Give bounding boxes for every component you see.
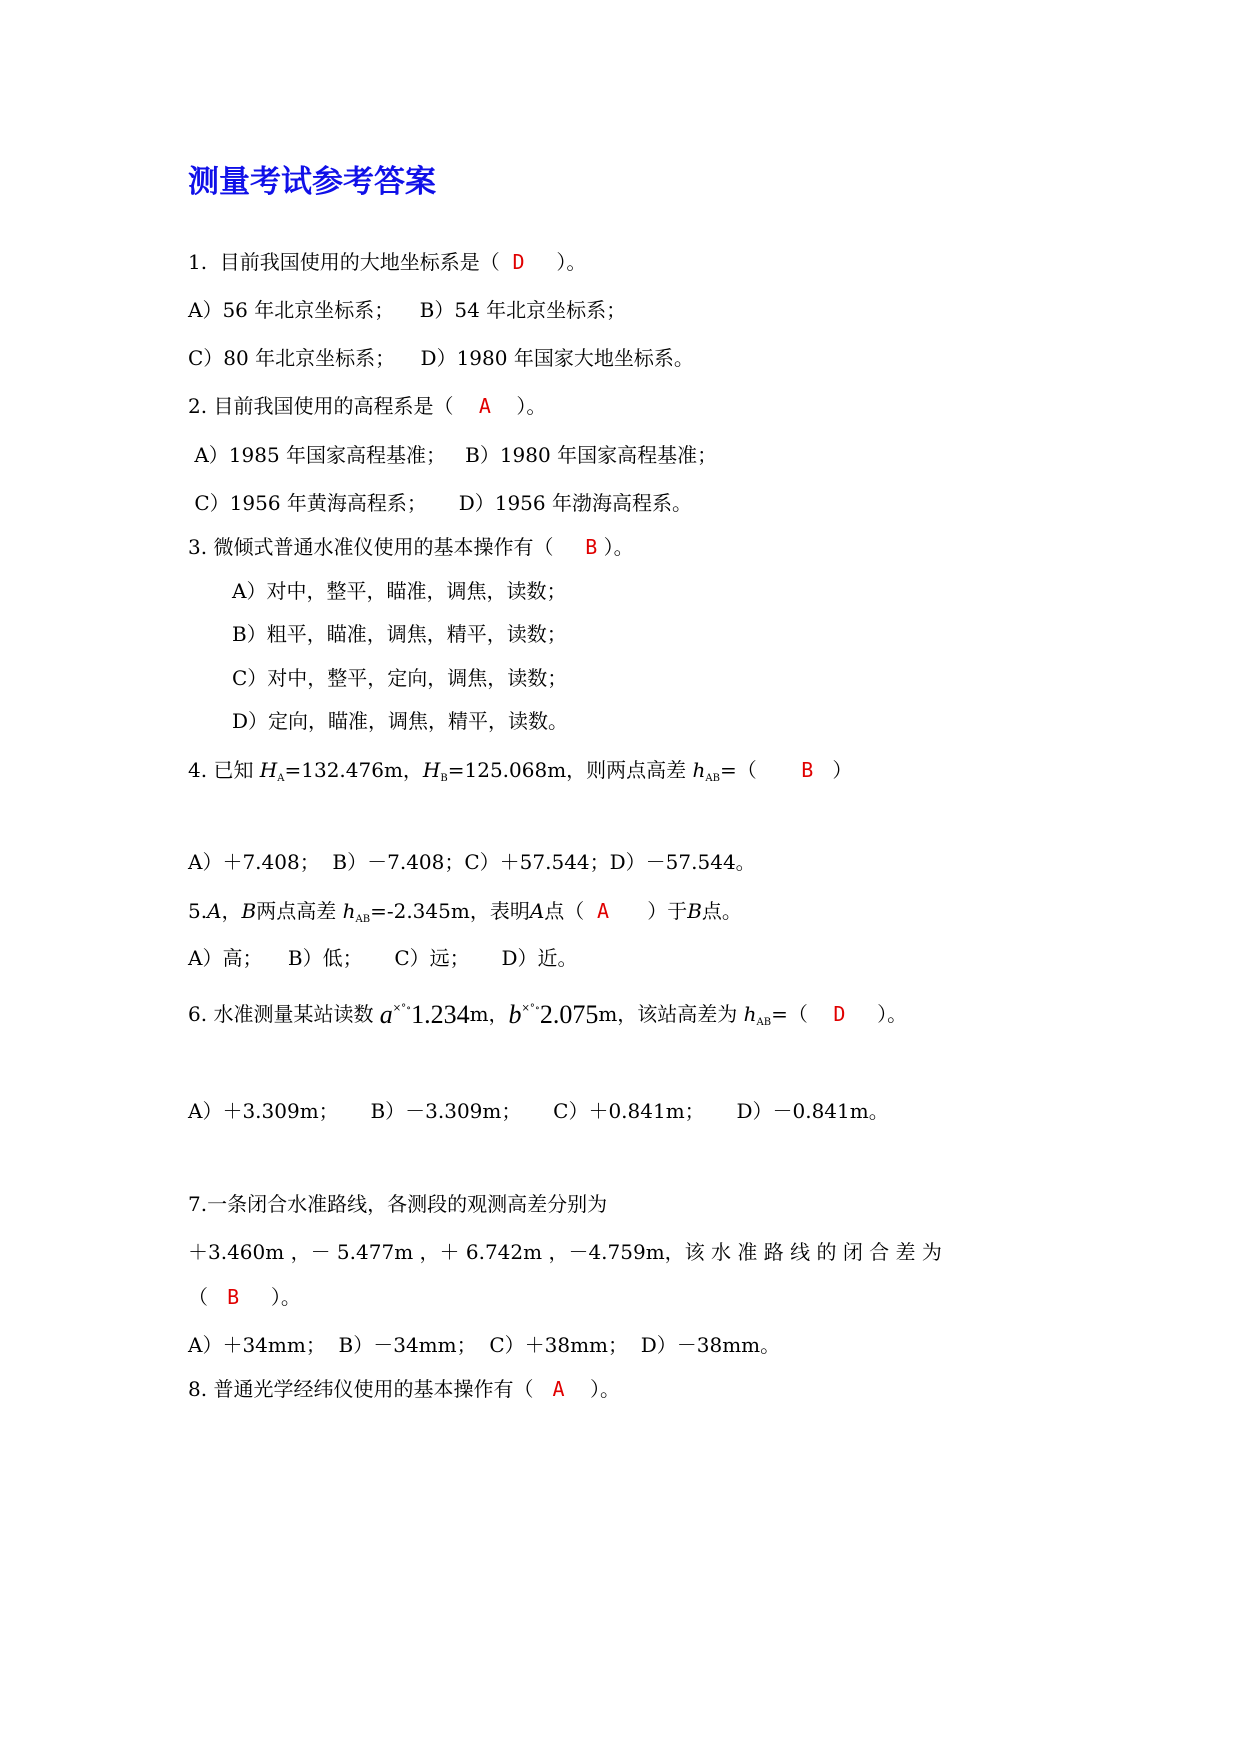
question-7-stem-values: ＋3.460m ，－ 5.477m ，＋ 6.742m ，－4.759m，该 水 准 路 线 的 闭 合 差 为 xyxy=(188,1240,942,1264)
question-4-option-line: A）＋7.408； B）－7.408；C）＋57.544；D）－57.544。 xyxy=(188,850,756,874)
answer-1: D xyxy=(512,250,525,274)
question-4-stem: 4. 已知 $H_A=132.476m$，$H_B=125.068m$，则两点高差 $h_{AB}=$（ B ） xyxy=(188,758,853,784)
question-1-option-line: C）80 年北京坐标系； D）1980 年国家大地坐标系。 xyxy=(188,346,694,370)
question-7-option-line: A）＋34mm； B）－34mm； C）＋38mm； D）－38mm。 xyxy=(188,1333,781,1357)
question-2-option-line: C）1956 年黄海高程系； D）1956 年渤海高程系。 xyxy=(188,491,692,515)
answer-5: A xyxy=(597,899,610,923)
question-2-stem: 2. 目前我国使用的高程系是（ A ）。 xyxy=(188,394,547,418)
answer-4: B xyxy=(801,758,814,782)
answer-6: D xyxy=(833,1002,846,1026)
question-3-option-a: A）对中，整平，瞄准，调焦，读数； xyxy=(232,579,567,603)
question-5-stem: 5.A，B两点高差 $h_{AB}=-2.345m$，表明A点（ A ）于B点。 xyxy=(188,899,742,925)
question-2-option-line: A）1985 年国家高程基准； B）1980 年国家高程基准； xyxy=(188,443,718,467)
question-1-option-line: A）56 年北京坐标系； B）54 年北京坐标系； xyxy=(188,298,627,322)
question-3-stem: 3. 微倾式普通水准仪使用的基本操作有（ B ）。 xyxy=(188,535,634,559)
answer-2: A xyxy=(478,394,491,418)
question-7-answer-line: （ B ）。 xyxy=(188,1285,301,1309)
answer-3: B xyxy=(585,535,598,559)
question-1-stem: 1. 目前我国使用的大地坐标系是（ D ）。 xyxy=(188,250,587,274)
question-7-stem: 7.一条闭合水准路线，各测段的观测高差分别为 xyxy=(188,1192,608,1216)
question-6-option-line: A）＋3.309m； B）－3.309m； C）＋0.841m； D）－0.841m。 xyxy=(188,1099,889,1123)
question-6-stem: 6. 水准测量某站读数 a×°∘1.234m，b×°∘2.075m，该站高差为 $h_{AB}=$（ D ）。 xyxy=(188,1000,908,1029)
answer-8: A xyxy=(552,1377,565,1401)
question-5-option-line: A）高； B）低； C）远； D）近。 xyxy=(188,946,578,970)
question-3-option-b: B）粗平，瞄准，调焦，精平，读数； xyxy=(232,622,567,646)
answer-7: B xyxy=(227,1285,240,1309)
question-3-option-d: D）定向，瞄准，调焦，精平，读数。 xyxy=(232,709,569,733)
page-title: 测量考试参考答案 xyxy=(188,164,436,200)
question-8-stem: 8. 普通光学经纬仪使用的基本操作有（ A ）。 xyxy=(188,1377,620,1401)
question-3-option-c: C）对中，整平，定向，调焦，读数； xyxy=(232,666,568,690)
